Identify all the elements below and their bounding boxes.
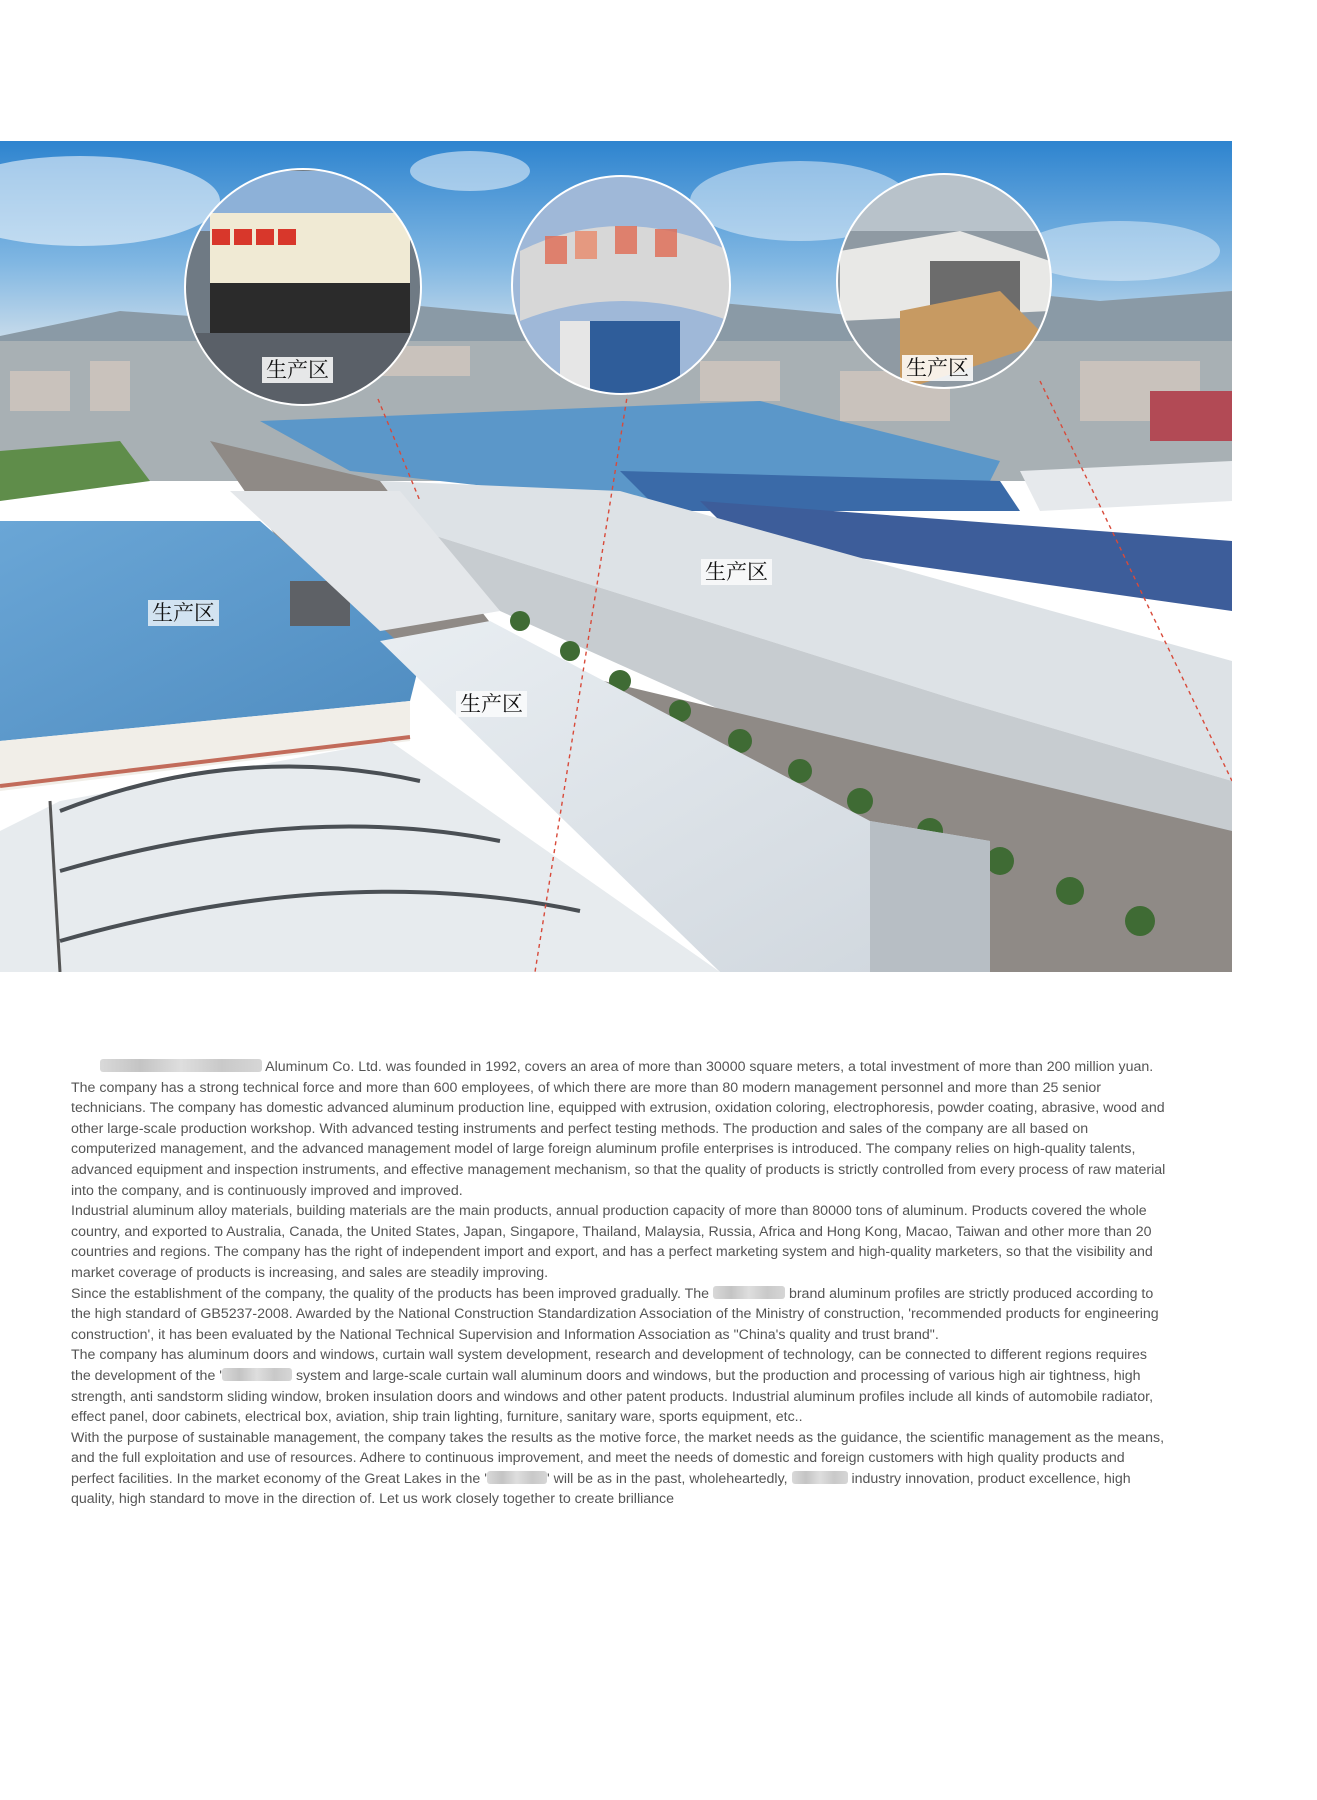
zone-label-inset-right: 生产区 [902,355,973,381]
paragraph-3-text-b: brand aluminum profiles are strictly produced according to the high standard of GB5237-2008. Awarded by the National Construction Standardization Association of the Ministry of construction, 'recommended products for engineering construction', it has been evaluated by the National Technical Supervision and Information Association as "China's quality and trust brand". [71,1285,1159,1343]
paragraph-4 [71,1345,1167,1427]
zone-label-inset-left: 生产区 [262,357,333,383]
paragraph-2-text: Industrial aluminum alloy materials, building materials are the main products, annual production capacity of more than 80000 tons of aluminum. Products covered the whole country, and exported to Australia, Canada, the United States, Japan, Singapore, Thailand, Malaysia, Russia, Africa and Hong Kong, Macao, Taiwan and other more than 20 countries and regions. The company has the right of independent import and export, and has a perfect marketing system and high-quality marketers, so that the visibility and market coverage of products is increasing, and sales are steadily improving. [71,1203,1153,1281]
paragraph-5 [71,1428,1167,1510]
aerial-photo-illustration [0,141,1232,972]
redacted-company-name [100,1059,262,1072]
paragraph-5-text-c: industry innovation, product excellence, high quality, high standard to move in the direction of. Let us work closely together to create brilliance [71,1470,1131,1508]
paragraph-4-text-b: system and large-scale curtain wall aluminum doors and windows, but the production and processing of various high air tightness, high strength, anti sandstorm sliding window, broken insulation doors and windows and other patent products. Industrial aluminum profiles include all kinds of automobile radiator, effect panel, door cabinets, electrical box, aviation, ship train lighting, furniture, sanitary ware, sports equipment, etc.. [71,1367,1154,1426]
aerial-factory-photo [0,141,1232,972]
paragraph-3-text-a: Since the establishment of the company, the quality of the products has been improved gradually. The [71,1285,710,1302]
paragraph-5-text-b: ' will be as in the past, wholeheartedly, [546,1470,788,1487]
zone-label-left-building: 生产区 [148,600,219,626]
company-profile-text [71,1057,1167,1510]
paragraph-5-text-a: With the purpose of sustainable management, the company takes the results as the motive force, the market needs as the guidance, the scientific management as the means, and the full exploitation and use of resources. Adhere to continuous improvement, and meet the needs of domestic and foreign customers with high quality products and perfect facilities. In the market economy of the Great Lakes in the ' [71,1429,1165,1487]
paragraph-1-text: Aluminum Co. Ltd. was founded in 1992, covers an area of more than 30000 square meters, a total investment of more than 200 million yuan. The company has a strong technical force and more than 600 employees, of which there are more than 80 modern management personnel and more than 25 senior technicians. The company has domestic advanced aluminum production line, equipped with extrusion, oxidation coloring, electrophoresis, powder coating, abrasive, wood and other large-scale production workshop. With advanced testing instruments and perfect testing methods. The production and sales of the company are all based on computerized management, and the advanced management model of large foreign aluminum profile enterprises is introduced. The company relies on high-quality talents, advanced equipment and inspection instruments, and effective management mechanism, so that the quality of products is strictly controlled from every process of raw material into the company, and is continuously improved and improved. [71,1059,1166,1199]
zone-label-white-roof: 生产区 [456,691,527,717]
redacted-brand-name [222,1368,292,1381]
paragraph-2 [71,1201,1167,1283]
paragraph-4-text-a: The company has aluminum doors and windows, curtain wall system development, research and development of technology, can be connected to different regions requires the development of the ' [71,1347,1147,1384]
redacted-brand-name [487,1471,547,1484]
paragraph-3 [71,1284,1167,1346]
zone-label-center-building: 生产区 [701,559,772,585]
paragraph-1 [71,1057,1167,1201]
redacted-brand-name [713,1286,785,1299]
redacted-brand-name [792,1471,848,1484]
